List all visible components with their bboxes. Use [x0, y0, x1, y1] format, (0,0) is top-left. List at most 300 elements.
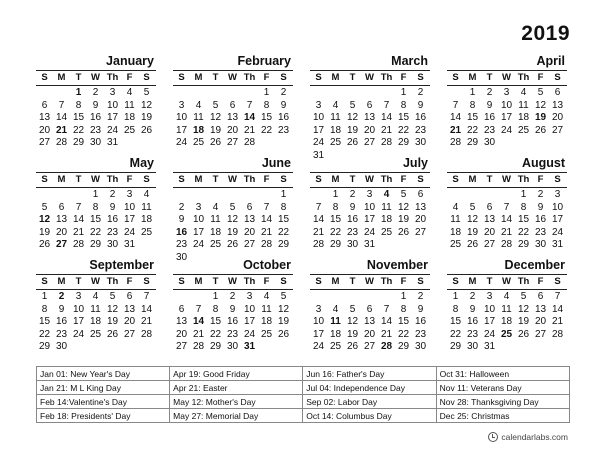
day-cell[interactable]: 30 — [466, 341, 479, 352]
day-cell[interactable]: 22 — [397, 124, 410, 136]
day-cell[interactable]: 14 — [380, 112, 393, 123]
day-cell[interactable]: 28 — [140, 328, 153, 340]
day-cell[interactable]: 20 — [123, 316, 136, 327]
day-cell[interactable]: 19 — [466, 226, 479, 238]
day-cell[interactable]: 27 — [175, 341, 188, 352]
day-cell[interactable]: 30 — [89, 137, 102, 148]
day-cell[interactable]: 10 — [363, 201, 376, 213]
day-cell[interactable]: 27 — [534, 328, 547, 340]
day-cell[interactable]: 21 — [312, 226, 325, 238]
day-cell[interactable]: 27 — [483, 239, 496, 250]
day-cell[interactable]: 20 — [363, 328, 376, 340]
day-cell[interactable]: 9 — [58, 303, 65, 315]
day-cell[interactable]: 6 — [58, 201, 65, 213]
day-cell[interactable]: 17 — [243, 316, 256, 327]
day-cell[interactable]: 1 — [520, 189, 527, 200]
day-cell[interactable]: 8 — [41, 303, 48, 315]
day-cell[interactable]: 24 — [363, 226, 376, 238]
day-cell[interactable]: 24 — [175, 137, 188, 148]
day-cell[interactable]: 5 — [41, 201, 48, 213]
day-cell[interactable]: 17 — [123, 214, 136, 225]
day-cell[interactable]: 18 — [380, 214, 393, 225]
day-cell[interactable]: 3 — [366, 189, 373, 200]
day-cell[interactable]: 10 — [243, 303, 256, 315]
day-cell[interactable]: 10 — [551, 201, 564, 213]
day-cell[interactable]: 21 — [551, 316, 564, 327]
day-cell[interactable]: 19 — [38, 226, 51, 238]
day-cell[interactable]: 20 — [226, 124, 239, 136]
day-cell[interactable]: 22 — [72, 124, 85, 136]
day-cell[interactable]: 2 — [417, 291, 424, 302]
day-cell[interactable]: 13 — [414, 201, 427, 213]
day-cell[interactable]: 5 — [520, 291, 527, 302]
day-cell[interactable]: 19 — [277, 316, 290, 327]
day-cell[interactable]: 9 — [537, 201, 544, 213]
day-cell[interactable]: 21 — [55, 124, 68, 136]
day-cell[interactable]: 13 — [363, 316, 376, 327]
day-cell[interactable]: 8 — [400, 99, 407, 111]
day-cell[interactable]: 13 — [175, 316, 188, 327]
day-cell[interactable]: 25 — [260, 328, 273, 340]
day-cell[interactable]: 6 — [178, 303, 185, 315]
day-cell[interactable]: 24 — [312, 137, 325, 148]
day-cell[interactable]: 20 — [175, 328, 188, 340]
day-cell[interactable]: 28 — [380, 137, 393, 148]
day-cell[interactable]: 1 — [469, 87, 476, 98]
day-cell[interactable]: 27 — [55, 239, 68, 250]
day-cell[interactable]: 17 — [483, 316, 496, 327]
day-cell[interactable]: 23 — [534, 226, 547, 238]
day-cell[interactable]: 16 — [466, 316, 479, 327]
day-cell[interactable]: 1 — [212, 291, 219, 302]
day-cell[interactable]: 10 — [483, 303, 496, 315]
day-cell[interactable]: 10 — [106, 99, 119, 111]
day-cell[interactable]: 27 — [363, 137, 376, 148]
day-cell[interactable]: 18 — [123, 112, 136, 123]
day-cell[interactable]: 29 — [466, 137, 479, 148]
day-cell[interactable]: 18 — [89, 316, 102, 327]
day-cell[interactable]: 20 — [243, 226, 256, 238]
day-cell[interactable]: 11 — [124, 99, 135, 111]
day-cell[interactable]: 21 — [380, 328, 393, 340]
day-cell[interactable]: 3 — [503, 87, 510, 98]
day-cell[interactable]: 9 — [92, 99, 99, 111]
day-cell[interactable]: 10 — [312, 112, 325, 123]
day-cell[interactable]: 7 — [75, 201, 82, 213]
day-cell[interactable]: 26 — [277, 328, 290, 340]
day-cell[interactable]: 1 — [92, 189, 99, 200]
day-cell[interactable]: 6 — [417, 189, 424, 200]
day-cell[interactable]: 19 — [346, 124, 359, 136]
day-cell[interactable]: 3 — [109, 87, 116, 98]
day-cell[interactable]: 20 — [483, 226, 496, 238]
day-cell[interactable]: 25 — [140, 226, 153, 238]
day-cell[interactable]: 1 — [400, 87, 407, 98]
day-cell[interactable]: 29 — [277, 239, 290, 250]
day-cell[interactable]: 4 — [143, 189, 150, 200]
day-cell[interactable]: 2 — [486, 87, 493, 98]
day-cell[interactable]: 4 — [503, 291, 510, 302]
day-cell[interactable]: 30 — [414, 341, 427, 352]
day-cell[interactable]: 5 — [212, 99, 219, 111]
day-cell[interactable]: 10 — [192, 214, 205, 225]
day-cell[interactable]: 18 — [192, 124, 205, 136]
day-cell[interactable]: 25 — [89, 328, 102, 340]
day-cell[interactable]: 30 — [226, 341, 239, 352]
day-cell[interactable]: 27 — [551, 124, 564, 136]
day-cell[interactable]: 14 — [140, 303, 153, 315]
day-cell[interactable]: 9 — [417, 99, 424, 111]
day-cell[interactable]: 18 — [329, 328, 342, 340]
day-cell[interactable]: 7 — [383, 99, 390, 111]
day-cell[interactable]: 15 — [277, 214, 290, 225]
day-cell[interactable]: 5 — [400, 189, 407, 200]
day-cell[interactable]: 5 — [349, 303, 356, 315]
day-cell[interactable]: 25 — [380, 226, 393, 238]
day-cell[interactable]: 8 — [280, 201, 287, 213]
day-cell[interactable]: 23 — [175, 239, 188, 250]
day-cell[interactable]: 2 — [417, 87, 424, 98]
day-cell[interactable]: 24 — [551, 226, 564, 238]
day-cell[interactable]: 8 — [92, 201, 99, 213]
day-cell[interactable]: 23 — [466, 328, 479, 340]
day-cell[interactable]: 4 — [92, 291, 99, 302]
day-cell[interactable]: 7 — [452, 99, 459, 111]
day-cell[interactable]: 24 — [243, 328, 256, 340]
day-cell[interactable]: 1 — [280, 189, 287, 200]
day-cell[interactable]: 31 — [106, 137, 119, 148]
day-cell[interactable]: 12 — [226, 214, 239, 225]
day-cell[interactable]: 29 — [449, 341, 462, 352]
day-cell[interactable]: 31 — [363, 239, 376, 250]
day-cell[interactable]: 11 — [518, 99, 529, 111]
day-cell[interactable]: 12 — [346, 112, 359, 123]
day-cell[interactable]: 14 — [380, 316, 393, 327]
day-cell[interactable]: 9 — [280, 99, 287, 111]
day-cell[interactable]: 1 — [400, 291, 407, 302]
day-cell[interactable]: 16 — [55, 316, 68, 327]
day-cell[interactable]: 5 — [469, 201, 476, 213]
day-cell[interactable]: 30 — [414, 137, 427, 148]
day-cell[interactable]: 25 — [517, 124, 530, 136]
day-cell[interactable]: 29 — [38, 341, 51, 352]
day-cell[interactable]: 12 — [277, 303, 290, 315]
day-cell[interactable]: 22 — [277, 226, 290, 238]
day-cell[interactable]: 11 — [210, 214, 221, 225]
day-cell[interactable]: 6 — [126, 291, 133, 302]
day-cell[interactable]: 7 — [195, 303, 202, 315]
day-cell[interactable]: 7 — [554, 291, 561, 302]
day-cell[interactable]: 2 — [109, 189, 116, 200]
day-cell[interactable]: 27 — [226, 137, 239, 148]
day-cell[interactable]: 19 — [517, 316, 530, 327]
day-cell[interactable]: 11 — [141, 201, 152, 213]
day-cell[interactable]: 11 — [381, 201, 392, 213]
day-cell[interactable]: 12 — [38, 214, 51, 225]
day-cell[interactable]: 17 — [106, 112, 119, 123]
day-cell[interactable]: 7 — [263, 201, 270, 213]
day-cell[interactable]: 11 — [90, 303, 101, 315]
day-cell[interactable]: 1 — [452, 291, 459, 302]
day-cell[interactable]: 14 — [55, 112, 68, 123]
day-cell[interactable]: 17 — [312, 124, 325, 136]
day-cell[interactable]: 30 — [346, 239, 359, 250]
day-cell[interactable]: 16 — [414, 112, 427, 123]
day-cell[interactable]: 8 — [452, 303, 459, 315]
day-cell[interactable]: 30 — [534, 239, 547, 250]
day-cell[interactable]: 17 — [72, 316, 85, 327]
day-cell[interactable]: 10 — [500, 99, 513, 111]
day-cell[interactable]: 26 — [517, 328, 530, 340]
day-cell[interactable]: 4 — [195, 99, 202, 111]
day-cell[interactable]: 31 — [243, 341, 256, 352]
day-cell[interactable]: 23 — [483, 124, 496, 136]
day-cell[interactable]: 6 — [41, 99, 48, 111]
day-cell[interactable]: 13 — [483, 214, 496, 225]
day-cell[interactable]: 29 — [72, 137, 85, 148]
day-cell[interactable]: 5 — [143, 87, 150, 98]
day-cell[interactable]: 22 — [466, 124, 479, 136]
day-cell[interactable]: 9 — [349, 201, 356, 213]
day-cell[interactable]: 13 — [38, 112, 51, 123]
day-cell[interactable]: 6 — [366, 99, 373, 111]
day-cell[interactable]: 9 — [417, 303, 424, 315]
day-cell[interactable]: 28 — [55, 137, 68, 148]
day-cell[interactable]: 17 — [175, 124, 188, 136]
day-cell[interactable]: 10 — [123, 201, 136, 213]
day-cell[interactable]: 27 — [414, 226, 427, 238]
day-cell[interactable]: 30 — [175, 251, 188, 263]
day-cell[interactable]: 8 — [520, 201, 527, 213]
day-cell[interactable]: 29 — [329, 239, 342, 250]
day-cell[interactable]: 17 — [551, 214, 564, 225]
day-cell[interactable]: 4 — [452, 201, 459, 213]
day-cell[interactable]: 1 — [75, 87, 82, 98]
day-cell[interactable]: 11 — [501, 303, 512, 315]
day-cell[interactable]: 24 — [312, 341, 325, 352]
day-cell[interactable]: 17 — [192, 226, 205, 238]
day-cell[interactable]: 18 — [329, 124, 342, 136]
day-cell[interactable]: 2 — [58, 291, 65, 302]
day-cell[interactable]: 2 — [537, 189, 544, 200]
day-cell[interactable]: 20 — [534, 316, 547, 327]
day-cell[interactable]: 7 — [503, 201, 510, 213]
day-cell[interactable]: 24 — [500, 124, 513, 136]
day-cell[interactable]: 16 — [277, 112, 290, 123]
day-cell[interactable]: 14 — [72, 214, 85, 225]
day-cell[interactable]: 19 — [397, 214, 410, 225]
day-cell[interactable]: 11 — [330, 316, 341, 327]
footer[interactable] — [488, 432, 568, 442]
day-cell[interactable]: 16 — [414, 316, 427, 327]
day-cell[interactable]: 18 — [517, 112, 530, 123]
day-cell[interactable]: 8 — [263, 99, 270, 111]
day-cell[interactable]: 28 — [192, 341, 205, 352]
day-cell[interactable]: 22 — [397, 328, 410, 340]
day-cell[interactable]: 20 — [551, 112, 564, 123]
day-cell[interactable]: 19 — [140, 112, 153, 123]
day-cell[interactable]: 13 — [226, 112, 239, 123]
day-cell[interactable]: 23 — [89, 124, 102, 136]
day-cell[interactable]: 28 — [380, 341, 393, 352]
day-cell[interactable]: 22 — [329, 226, 342, 238]
day-cell[interactable]: 2 — [280, 87, 287, 98]
day-cell[interactable]: 2 — [178, 201, 185, 213]
day-cell[interactable]: 18 — [209, 226, 222, 238]
day-cell[interactable]: 2 — [349, 189, 356, 200]
day-cell[interactable]: 12 — [466, 214, 479, 225]
day-cell[interactable]: 20 — [414, 214, 427, 225]
day-cell[interactable]: 20 — [38, 124, 51, 136]
day-cell[interactable]: 2 — [469, 291, 476, 302]
day-cell[interactable]: 8 — [75, 99, 82, 111]
day-cell[interactable]: 10 — [175, 112, 188, 123]
day-cell[interactable]: 28 — [500, 239, 513, 250]
day-cell[interactable]: 25 — [209, 239, 222, 250]
day-cell[interactable]: 26 — [346, 341, 359, 352]
day-cell[interactable]: 7 — [383, 303, 390, 315]
day-cell[interactable]: 5 — [109, 291, 116, 302]
day-cell[interactable]: 3 — [554, 189, 561, 200]
day-cell[interactable]: 22 — [517, 226, 530, 238]
day-cell[interactable]: 1 — [263, 87, 270, 98]
day-cell[interactable]: 9 — [229, 303, 236, 315]
day-cell[interactable]: 8 — [212, 303, 219, 315]
day-cell[interactable]: 16 — [106, 214, 119, 225]
day-cell[interactable]: 9 — [178, 214, 185, 225]
day-cell[interactable]: 16 — [226, 316, 239, 327]
day-cell[interactable]: 15 — [466, 112, 479, 123]
day-cell[interactable]: 15 — [260, 112, 273, 123]
day-cell[interactable]: 3 — [75, 291, 82, 302]
day-cell[interactable]: 19 — [209, 124, 222, 136]
day-cell[interactable]: 4 — [332, 99, 339, 111]
day-cell[interactable]: 14 — [192, 316, 205, 327]
day-cell[interactable]: 25 — [192, 137, 205, 148]
day-cell[interactable]: 26 — [534, 124, 547, 136]
day-cell[interactable]: 3 — [315, 99, 322, 111]
day-cell[interactable]: 15 — [397, 112, 410, 123]
day-cell[interactable]: 21 — [192, 328, 205, 340]
day-cell[interactable]: 6 — [554, 87, 561, 98]
day-cell[interactable]: 4 — [520, 87, 527, 98]
day-cell[interactable]: 25 — [500, 328, 513, 340]
day-cell[interactable]: 23 — [414, 124, 427, 136]
day-cell[interactable]: 3 — [195, 201, 202, 213]
day-cell[interactable]: 18 — [140, 214, 153, 225]
day-cell[interactable]: 18 — [449, 226, 462, 238]
day-cell[interactable]: 24 — [483, 328, 496, 340]
day-cell[interactable]: 22 — [449, 328, 462, 340]
day-cell[interactable]: 16 — [483, 112, 496, 123]
day-cell[interactable]: 30 — [483, 137, 496, 148]
day-cell[interactable]: 3 — [315, 303, 322, 315]
day-cell[interactable]: 16 — [89, 112, 102, 123]
day-cell[interactable]: 12 — [346, 316, 359, 327]
day-cell[interactable]: 19 — [106, 316, 119, 327]
day-cell[interactable]: 22 — [89, 226, 102, 238]
day-cell[interactable]: 10 — [312, 316, 325, 327]
day-cell[interactable]: 16 — [175, 226, 188, 238]
day-cell[interactable]: 5 — [349, 99, 356, 111]
day-cell[interactable]: 5 — [280, 291, 287, 302]
day-cell[interactable]: 3 — [126, 189, 133, 200]
day-cell[interactable]: 19 — [226, 226, 239, 238]
day-cell[interactable]: 17 — [500, 112, 513, 123]
day-cell[interactable]: 29 — [517, 239, 530, 250]
day-cell[interactable]: 25 — [449, 239, 462, 250]
day-cell[interactable]: 27 — [38, 137, 51, 148]
day-cell[interactable]: 26 — [106, 328, 119, 340]
day-cell[interactable]: 14 — [243, 112, 256, 123]
day-cell[interactable]: 2 — [229, 291, 236, 302]
day-cell[interactable]: 26 — [209, 137, 222, 148]
day-cell[interactable]: 21 — [260, 226, 273, 238]
day-cell[interactable]: 17 — [312, 328, 325, 340]
day-cell[interactable]: 12 — [106, 303, 119, 315]
day-cell[interactable]: 25 — [329, 341, 342, 352]
day-cell[interactable]: 6 — [486, 201, 493, 213]
day-cell[interactable]: 19 — [534, 112, 547, 123]
day-cell[interactable]: 17 — [363, 214, 376, 225]
day-cell[interactable]: 28 — [449, 137, 462, 148]
day-cell[interactable]: 4 — [212, 201, 219, 213]
day-cell[interactable]: 7 — [143, 291, 150, 302]
day-cell[interactable]: 22 — [209, 328, 222, 340]
day-cell[interactable]: 23 — [106, 226, 119, 238]
day-cell[interactable]: 23 — [277, 124, 290, 136]
day-cell[interactable]: 13 — [363, 112, 376, 123]
day-cell[interactable]: 31 — [123, 239, 136, 250]
day-cell[interactable]: 6 — [229, 99, 236, 111]
day-cell[interactable]: 13 — [534, 303, 547, 315]
day-cell[interactable]: 28 — [260, 239, 273, 250]
day-cell[interactable]: 15 — [329, 214, 342, 225]
day-cell[interactable]: 1 — [332, 189, 339, 200]
day-cell[interactable]: 31 — [312, 149, 325, 161]
day-cell[interactable]: 13 — [55, 214, 68, 225]
day-cell[interactable]: 6 — [246, 201, 253, 213]
day-cell[interactable]: 16 — [346, 214, 359, 225]
day-cell[interactable]: 25 — [123, 124, 136, 136]
day-cell[interactable]: 7 — [58, 99, 65, 111]
day-cell[interactable]: 24 — [72, 328, 85, 340]
day-cell[interactable]: 5 — [537, 87, 544, 98]
day-cell[interactable]: 27 — [123, 328, 136, 340]
day-cell[interactable]: 18 — [500, 316, 513, 327]
day-cell[interactable]: 26 — [140, 124, 153, 136]
day-cell[interactable]: 8 — [332, 201, 339, 213]
day-cell[interactable]: 23 — [226, 328, 239, 340]
day-cell[interactable]: 6 — [366, 303, 373, 315]
day-cell[interactable]: 7 — [246, 99, 253, 111]
day-cell[interactable]: 12 — [397, 201, 410, 213]
day-cell[interactable]: 3 — [486, 291, 493, 302]
day-cell[interactable]: 10 — [72, 303, 85, 315]
day-cell[interactable]: 11 — [450, 214, 461, 225]
day-cell[interactable]: 28 — [312, 239, 325, 250]
day-cell[interactable]: 7 — [315, 201, 322, 213]
day-cell[interactable]: 21 — [500, 226, 513, 238]
day-cell[interactable]: 11 — [330, 112, 341, 123]
day-cell[interactable]: 4 — [332, 303, 339, 315]
day-cell[interactable]: 25 — [329, 137, 342, 148]
day-cell[interactable]: 12 — [534, 99, 547, 111]
day-cell[interactable]: 4 — [383, 189, 390, 200]
day-cell[interactable]: 31 — [551, 239, 564, 250]
day-cell[interactable]: 26 — [226, 239, 239, 250]
day-cell[interactable]: 8 — [469, 99, 476, 111]
